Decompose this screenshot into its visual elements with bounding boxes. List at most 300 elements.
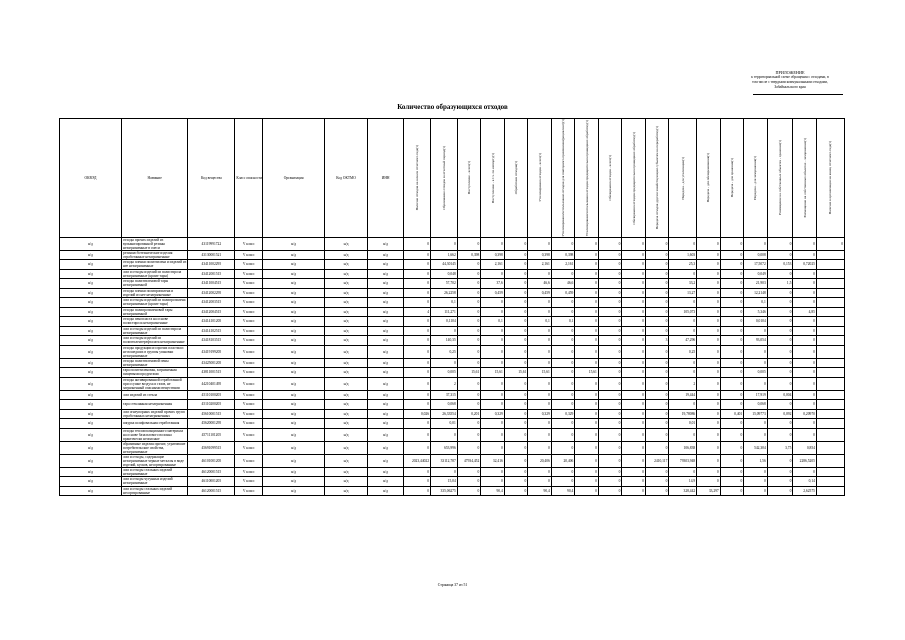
table-cell: 0 [767, 454, 793, 467]
table-cell: 0 [457, 358, 481, 368]
table-cell: 0 [720, 260, 744, 270]
table-cell: 0,005 [744, 368, 768, 378]
table-cell [816, 419, 844, 429]
table-cell: 0,0104 [744, 317, 768, 327]
table-cell: 0 [504, 307, 528, 317]
table-cell: 0 [404, 428, 431, 441]
table-cell: 0,25 [669, 345, 697, 358]
table-cell: 0 [404, 269, 431, 279]
table-cell: 0 [645, 345, 669, 358]
appendix-header [735, 70, 845, 95]
table-cell: 0 [457, 467, 481, 477]
table-cell: н/д [325, 345, 368, 358]
table-row [60, 307, 845, 317]
table-cell: 47934,452 [457, 454, 481, 467]
table-cell: н/д [325, 269, 368, 279]
table-cell: 0 [697, 441, 721, 454]
table-cell: 0 [720, 467, 744, 477]
table-cell: 3 [645, 336, 669, 346]
table-cell: 0,068 [431, 400, 458, 410]
table-cell: 0 [551, 345, 575, 358]
table-cell: 2286,5205 [793, 454, 817, 467]
table-cell: 0 [457, 260, 481, 270]
table-cell: 0,72025 [793, 260, 817, 270]
table-row [60, 428, 845, 441]
table-cell: 0 [528, 298, 552, 308]
table-cell: 0 [431, 326, 458, 336]
table-cell: 0,005 [431, 368, 458, 378]
table-cell: 4,85 [793, 307, 817, 317]
table-cell: 0 [504, 317, 528, 327]
table-cell: 0,026 [404, 409, 431, 419]
table-cell: 0 [767, 336, 793, 346]
table-cell: 0 [793, 237, 817, 250]
table-cell: 0,092 [767, 409, 793, 419]
table-cell: 0 [645, 237, 669, 250]
table-cell: 0 [645, 307, 669, 317]
table-cell: 0 [744, 237, 768, 250]
table-cell: 0 [645, 260, 669, 270]
table-row [60, 409, 845, 419]
table-cell: 4 [404, 307, 431, 317]
table-cell: 0 [404, 377, 431, 390]
table-cell: 0 [598, 400, 622, 410]
table-cell: 0 [697, 317, 721, 327]
table-cell: отходы теплоизоляционного материала на основе базальтового волокна практически неопасные [122, 428, 188, 441]
table-cell: 0 [457, 428, 481, 441]
table-cell: н/д [325, 260, 368, 270]
table-cell: лом и отходы изделий из полистирола незагрязненные (кроме тары) [122, 269, 188, 279]
table-cell: 0 [793, 326, 817, 336]
table-cell [816, 317, 844, 327]
table-cell: 43811001515 [188, 368, 235, 378]
table-cell: 0 [793, 317, 817, 327]
table-cell: 0 [720, 400, 744, 410]
appendix-heading: ПРИЛОЖЕНИЕ [775, 70, 805, 75]
table-cell: н/д [367, 298, 403, 308]
table-cell: 0 [669, 317, 697, 327]
table-cell: н/д [367, 454, 403, 467]
table-cell: 335,06275 [431, 486, 458, 496]
table-cell: 0 [793, 400, 817, 410]
table-cell: 0 [551, 336, 575, 346]
table-cell: 0 [528, 441, 552, 454]
table-cell: 46120001515 [188, 486, 235, 496]
table-cell: 0 [404, 358, 431, 368]
table-cell: 0 [504, 441, 528, 454]
table-cell: 2023,44022 [404, 454, 431, 467]
table-cell: 0 [767, 237, 793, 250]
table-cell: 0 [767, 477, 793, 487]
table-cell: 0 [767, 345, 793, 358]
table-cell: н/д [367, 441, 403, 454]
table-cell [816, 409, 844, 419]
table-cell: 20,406 [528, 454, 552, 467]
table-cell: 0,459 [481, 288, 505, 298]
table-cell: 0 [528, 428, 552, 441]
table-cell: 45620001295 [188, 419, 235, 429]
table-cell: 0 [697, 409, 721, 419]
table-cell: н/д [263, 279, 325, 289]
table-cell: 19,78086 [669, 409, 697, 419]
column-header-text: Размещение на собственных объектах - хранение(т) [778, 140, 783, 216]
table-cell: 0 [481, 419, 505, 429]
table-cell: 0 [551, 428, 575, 441]
table-cell: н/д [263, 441, 325, 454]
table-cell: 79303,948 [669, 454, 697, 467]
table-cell: 0 [598, 279, 622, 289]
table-cell: 0 [481, 298, 505, 308]
table-cell: 0 [575, 441, 599, 454]
table-cell [816, 368, 844, 378]
table-cell: н/д [325, 358, 368, 368]
table-cell: 0 [404, 390, 431, 400]
table-cell: 15,61 [528, 368, 552, 378]
table-cell: 0 [793, 298, 817, 308]
table-cell: 0 [457, 237, 481, 250]
table-cell: 0 [504, 260, 528, 270]
table-cell [816, 454, 844, 467]
table-cell: 0 [669, 400, 697, 410]
table-cell: V класс [235, 317, 263, 327]
table-cell: 0 [669, 326, 697, 336]
table-cell: 2,161 [551, 260, 575, 270]
table-cell: 0,1 [481, 317, 505, 327]
table-cell: V класс [235, 250, 263, 260]
table-cell: 0 [481, 467, 505, 477]
table-cell: н/д [60, 368, 122, 378]
column-header-text: Передача - для хранения(т) [729, 158, 734, 198]
table-cell: 57,702 [431, 279, 458, 289]
table-cell: н/д [367, 428, 403, 441]
table-cell: 0 [404, 486, 431, 496]
table-cell: 0,401 [720, 409, 744, 419]
table-cell: 0 [528, 400, 552, 410]
table-cell: 0 [504, 326, 528, 336]
table-cell: н/д [60, 250, 122, 260]
table-cell: н/д [325, 298, 368, 308]
table-cell: 0 [697, 298, 721, 308]
table-cell: 0 [575, 250, 599, 260]
table-cell: 0 [575, 279, 599, 289]
table-cell: н/д [60, 237, 122, 250]
table-cell: 90,4 [551, 486, 575, 496]
table-cell [816, 336, 844, 346]
table-cell: V класс [235, 237, 263, 250]
table-cell: 0 [697, 477, 721, 487]
table-cell: 106,838 [669, 441, 697, 454]
table-cell: 0 [793, 419, 817, 429]
table-cell: 0 [404, 441, 431, 454]
table-cell: 0 [697, 237, 721, 250]
table-cell: 0 [622, 441, 646, 454]
column-header [481, 119, 505, 238]
table-cell: лом и отходы изделий из полистирола незагрязненные [122, 326, 188, 336]
table-cell: 0 [720, 377, 744, 390]
table-cell: 43130001521 [188, 250, 235, 260]
column-header-text: Передача отходов другим хозяйствующим субъектам на переработку(т) [655, 126, 660, 230]
table-cell: 0 [793, 467, 817, 477]
table-cell: н/д [263, 377, 325, 390]
table-cell: н/д [263, 358, 325, 368]
table-cell: V класс [235, 400, 263, 410]
table-cell: 0 [767, 419, 793, 429]
table-cell: 0 [598, 260, 622, 270]
table-cell: н/д [325, 368, 368, 378]
table-cell: 0 [598, 288, 622, 298]
table-cell: н/д [60, 288, 122, 298]
table-cell: 0 [575, 307, 599, 317]
table-cell: н/д [367, 336, 403, 346]
table-cell: 0 [504, 467, 528, 477]
table-cell: 45110200205 [188, 400, 235, 410]
table-cell: 0,1 [431, 298, 458, 308]
table-cell: 0 [767, 358, 793, 368]
table-cell: 0 [404, 260, 431, 270]
table-cell: 0 [551, 237, 575, 250]
table-cell: 0 [528, 307, 552, 317]
table-cell: 0 [481, 377, 505, 390]
table-cell: н/д [263, 400, 325, 410]
table-cell: 0 [669, 428, 697, 441]
table-cell: 0 [622, 250, 646, 260]
table-cell: 0 [457, 377, 481, 390]
table-cell: 0 [551, 307, 575, 317]
table-cell: н/д [325, 326, 368, 336]
column-header-text: Наличие отходов на начало отчетного года(т) [415, 145, 420, 211]
table-cell: н/д [263, 454, 325, 467]
table-cell: 0 [575, 400, 599, 410]
table-cell [816, 345, 844, 358]
table-cell: 0 [551, 390, 575, 400]
table-cell: 0,008 [744, 250, 768, 260]
table-cell: 0 [767, 250, 793, 260]
table-cell: 0 [720, 358, 744, 368]
table-cell: 0 [551, 467, 575, 477]
table-cell: 0 [622, 288, 646, 298]
table-cell: 0,14 [793, 477, 817, 487]
table-cell: 0 [793, 288, 817, 298]
table-row [60, 250, 845, 260]
table-cell: н/д [60, 345, 122, 358]
table-cell: 0 [457, 400, 481, 410]
table-cell: отходы прочих изделий из вулканизированной резины незагрязненные в смеси [122, 237, 188, 250]
table-cell: 15,61 [457, 368, 481, 378]
table-cell: 0 [575, 390, 599, 400]
table-cell: 0 [504, 358, 528, 368]
table-cell: н/д [367, 237, 403, 250]
table-cell: н/д [60, 307, 122, 317]
table-cell: 0 [622, 467, 646, 477]
column-header-text: Поступление - в т.ч. по импорту(т) [490, 152, 495, 203]
table-cell: 0 [598, 336, 622, 346]
appendix-line-1: к территориальной схеме обращения с отходами, в [751, 75, 829, 79]
table-header-row [60, 119, 845, 238]
table-cell: 0 [504, 288, 528, 298]
table-cell: н/д [367, 326, 403, 336]
table-cell: 0 [622, 477, 646, 487]
table-cell: 0 [528, 419, 552, 429]
table-cell: V класс [235, 307, 263, 317]
table-cell: 0 [551, 477, 575, 487]
table-cell: 0 [767, 269, 793, 279]
table-cell: 0 [457, 307, 481, 317]
table-cell: н/д [60, 409, 122, 419]
table-cell: 0 [551, 419, 575, 429]
table-cell: 32,416 [481, 454, 505, 467]
table-cell: 43414101205 [188, 317, 235, 327]
table-cell: н/д [325, 477, 368, 487]
table-cell: 0 [767, 307, 793, 317]
table-cell: н/д [263, 428, 325, 441]
table-cell: V класс [235, 419, 263, 429]
table-cell: 0 [404, 279, 431, 289]
table-cell: 0 [767, 288, 793, 298]
table-row [60, 368, 845, 378]
table-cell: н/д [325, 441, 368, 454]
table-cell: 0 [622, 317, 646, 327]
table-cell: 0,068 [744, 400, 768, 410]
table-cell: V класс [235, 441, 263, 454]
table-cell: н/д [263, 307, 325, 317]
table-cell: 0 [404, 336, 431, 346]
table-cell: 0,1 [551, 317, 575, 327]
table-cell: 1,56 [744, 454, 768, 467]
table-cell: 0 [697, 454, 721, 467]
table-cell: 0 [551, 441, 575, 454]
table-cell: 0 [598, 428, 622, 441]
table-cell: 0 [551, 358, 575, 368]
table-cell: 0 [767, 400, 793, 410]
table-cell: н/д [367, 307, 403, 317]
table-cell: н/д [367, 279, 403, 289]
table-cell: 0 [645, 250, 669, 260]
table-row [60, 467, 845, 477]
table-cell: 0 [720, 288, 744, 298]
table-cell: н/д [60, 279, 122, 289]
table-cell: 0 [720, 477, 744, 487]
table-cell: н/д [325, 279, 368, 289]
table-cell: отходы пенопласта на основе полистирола незагрязненные [122, 317, 188, 327]
table-cell: 90,4 [528, 486, 552, 496]
table-cell: н/д [60, 467, 122, 477]
table-cell: 0 [598, 390, 622, 400]
column-header [622, 119, 646, 238]
table-cell: 0,398 [457, 250, 481, 260]
column-header: ОКВЭД [60, 119, 122, 238]
table-cell: 0 [645, 298, 669, 308]
table-cell: 0 [767, 298, 793, 308]
table-cell: н/д [263, 409, 325, 419]
table-cell: 0,1 [528, 317, 552, 327]
table-cell: резиноасботехнические изделия отработанные незагрязненные [122, 250, 188, 260]
table-cell: 328,442 [669, 486, 697, 496]
table-row [60, 269, 845, 279]
table-cell: 0,01 [669, 419, 697, 429]
table-cell: отходы продукции из прочих пластмасс не вошедших в группы упаковки незагрязненные [122, 345, 188, 358]
table-cell [816, 250, 844, 260]
table-cell: 0 [720, 269, 744, 279]
table-cell: 0 [622, 336, 646, 346]
table-cell: 0 [598, 477, 622, 487]
table-cell: 0 [528, 336, 552, 346]
table-cell: отходы пленки полипропилена и изделий из нее незагрязненные [122, 288, 188, 298]
table-cell: 0 [622, 419, 646, 429]
table-cell: 0 [504, 409, 528, 419]
table-cell [816, 467, 844, 477]
table-row [60, 477, 845, 487]
table-cell [816, 390, 844, 400]
table-cell: 43419199205 [188, 345, 235, 358]
table-cell: 33,2 [669, 279, 697, 289]
table-cell: 0 [528, 326, 552, 336]
table-cell: 0 [598, 345, 622, 358]
table-cell: 2,161 [481, 260, 505, 270]
table-cell: 0 [645, 326, 669, 336]
table-cell: 0 [551, 326, 575, 336]
table-cell: 0 [697, 400, 721, 410]
table-cell: 0 [669, 368, 697, 378]
table-cell: 0 [598, 377, 622, 390]
table-cell: 0 [575, 454, 599, 467]
column-header [504, 119, 528, 238]
table-cell: 46,6 [528, 279, 552, 289]
column-header-text: Утилизировано/использовано отходов для повторного применения(рециклинг)(т) [561, 119, 566, 237]
table-cell: 0 [767, 377, 793, 390]
table-cell: 653,996 [431, 441, 458, 454]
table-row [60, 317, 845, 327]
table-cell: 0 [575, 336, 599, 346]
table-cell: 0 [598, 298, 622, 308]
column-header-text: Размещение на собственных объектах - захоронение(т) [802, 138, 807, 218]
table-cell: отходы полиэтиленовой тары незагрязненной [122, 279, 188, 289]
table-cell: н/д [263, 269, 325, 279]
table-cell: 0 [481, 307, 505, 317]
table-cell: н/д [325, 486, 368, 496]
table-row [60, 377, 845, 390]
table-cell: 0 [720, 336, 744, 346]
table-cell [816, 428, 844, 441]
table-cell: н/д [367, 409, 403, 419]
table-cell: 0 [598, 326, 622, 336]
table-cell: 3,75 [767, 441, 793, 454]
table-cell: 0 [720, 441, 744, 454]
table-cell: 0 [457, 317, 481, 327]
table-cell: 0 [622, 279, 646, 289]
table-cell: 33,297 [697, 486, 721, 496]
table-cell: 0,459 [551, 288, 575, 298]
table-cell: 43412001515 [188, 269, 235, 279]
table-cell: 0,25 [431, 345, 458, 358]
table-cell: н/д [60, 358, 122, 368]
table-cell: лом и отходы стальных изделий несортированные [122, 486, 188, 496]
table-cell [816, 400, 844, 410]
table-cell: н/д [60, 400, 122, 410]
table-cell: н/д [367, 345, 403, 358]
table-cell: 0 [404, 467, 431, 477]
table-cell: 0 [645, 390, 669, 400]
table-cell: 0 [669, 269, 697, 279]
table-cell: н/д [325, 237, 368, 250]
table-cell: 0 [404, 298, 431, 308]
table-cell: лом и отходы изделий из полипропилена незагрязненные (кроме тары) [122, 298, 188, 308]
table-cell: 43411002295 [188, 260, 235, 270]
table-cell: 0 [457, 345, 481, 358]
table-row [60, 237, 845, 250]
column-header-text: Обезврежено отходов предварительно прошедших обработку(т) [631, 131, 636, 225]
table-cell: 46120001515 [188, 467, 235, 477]
table-cell: 0 [504, 486, 528, 496]
